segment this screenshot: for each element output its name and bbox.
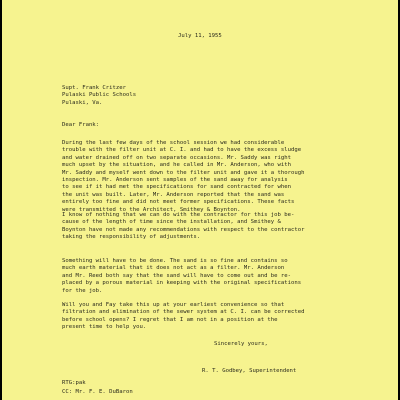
paragraph-line: filtration and elimination of the sewer system at C. I. can be corrected	[62, 309, 305, 316]
paragraph-line: trouble with the filter unit at C. I. and had to have the excess sludge	[62, 147, 302, 154]
closing: Sincerely yours,	[214, 341, 268, 347]
paragraph-line: and water drained off on two separate occasions. Mr. Saddy was right	[62, 154, 292, 161]
paragraph-line: present time to help you.	[62, 324, 147, 331]
paragraph-line: were transmitted to the Architect, Smithey & Boynton.	[62, 206, 241, 213]
paragraph-line: inspection. Mr. Anderson sent samples of the sand away for analysis	[62, 177, 288, 184]
paragraph-line: before school opens? I regret that I am not in a position at the	[62, 316, 278, 323]
paragraph-line: for the job.	[62, 287, 103, 294]
paragraph-line: entirely too fine and did not meet former specifications. These facts	[62, 199, 295, 206]
recipient-address	[62, 85, 136, 107]
recipient-organization: Pulaski Public Schools	[62, 92, 137, 99]
paragraph-1	[62, 140, 362, 214]
paragraph-line: taking the responsibility of adjustments.	[62, 234, 201, 241]
salutation: Dear Frank:	[62, 122, 100, 128]
paragraph-line: Something will have to be done. The sand is so fine and contains so	[62, 258, 288, 264]
paragraph-line: Mr. Saddy and myself went down to the filter unit and gave it a thorough	[62, 169, 305, 176]
paragraph-4	[62, 302, 362, 332]
paragraph-line: much upset by the situation, and he called in Mr. Anderson, who with	[62, 162, 292, 169]
recipient-name: Supt. Frank Critzer	[62, 85, 126, 91]
paragraph-line: Boynton have not made any recommendations with respect to the contractor	[62, 226, 305, 233]
paragraph-line: the unit was built. Later, Mr. Anderson reported that the sand was	[62, 191, 285, 198]
paragraph-line: Will you and Fay take this up at your earliest convenience so that	[62, 302, 285, 308]
paragraph-2	[62, 212, 362, 242]
recipient-city: Pulaski, Va.	[62, 99, 103, 106]
carbon-copy-line: CC: Mr. F. E. DuBaron	[62, 389, 133, 395]
paragraph-line: cause of the length of time since the installation, and Smithey &	[62, 219, 281, 226]
letter-date: July 11, 1955	[178, 33, 222, 39]
letter-page	[2, 0, 398, 400]
signature-line: R. T. Godbey, Superintendent	[202, 368, 297, 374]
paragraph-3	[62, 258, 362, 295]
paragraph-line: During the last few days of the school session we had considerable	[62, 140, 285, 146]
paragraph-line: to see if it had met the specifications for sand contracted for when	[62, 184, 292, 191]
paragraph-line: I know of nothing that we can do with the contractor for this job be-	[62, 212, 295, 218]
typist-initials: RTG:pak	[62, 380, 86, 386]
letter-body	[2, 0, 398, 400]
paragraph-line: and Mr. Reed both say that the sand will have to come out and be re-	[62, 272, 292, 279]
paragraph-line: placed by a porous material in keeping with the original specifications	[62, 280, 302, 287]
paragraph-line: much earth material that it does not act as a filter. Mr. Anderson	[62, 265, 285, 272]
